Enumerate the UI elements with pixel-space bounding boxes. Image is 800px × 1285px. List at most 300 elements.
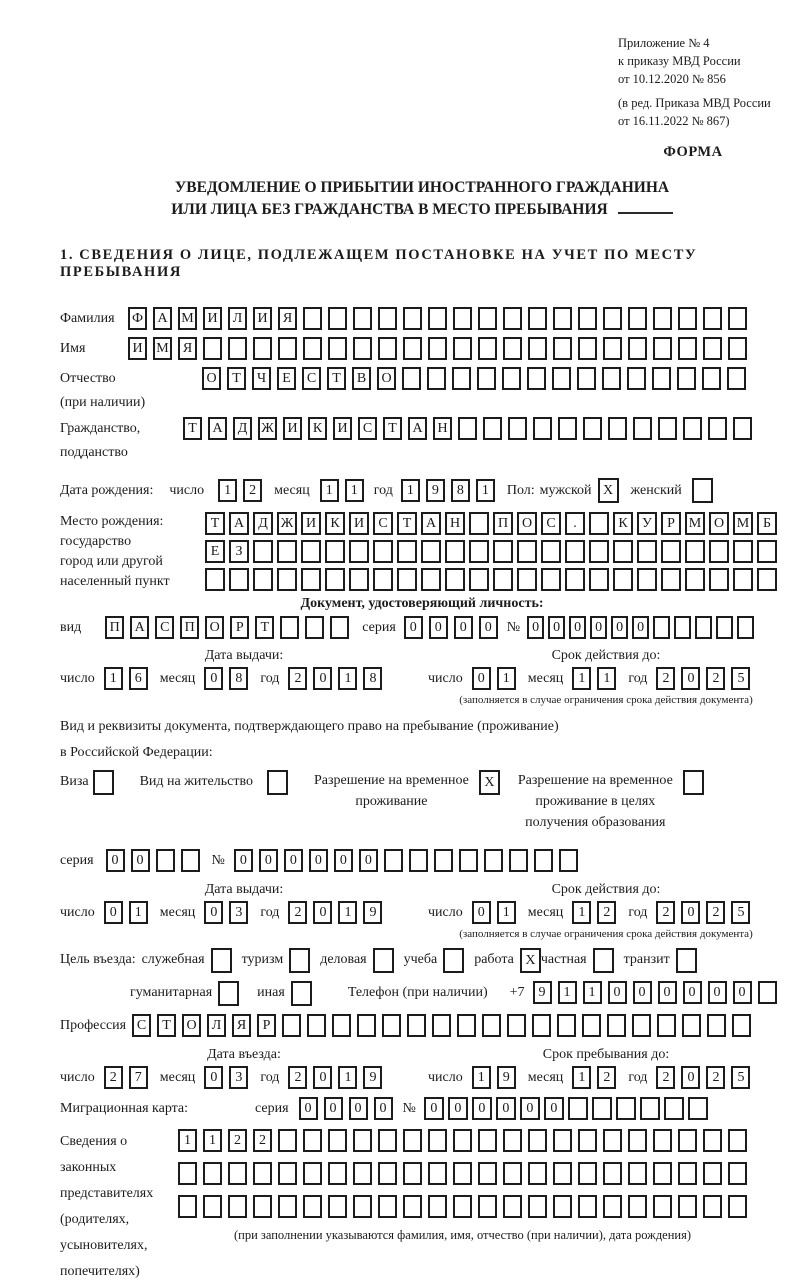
char-cell[interactable]: И [333, 417, 352, 440]
char-cell[interactable] [653, 307, 672, 330]
char-cell[interactable] [682, 1014, 701, 1037]
char-cell[interactable]: 0 [448, 1097, 468, 1120]
char-cell[interactable] [428, 337, 447, 360]
char-cell[interactable] [728, 337, 747, 360]
char-cell[interactable]: 2 [706, 667, 725, 690]
char-cell[interactable] [528, 1129, 547, 1152]
char-cell[interactable]: 0 [681, 1066, 700, 1089]
char-cell[interactable] [203, 1162, 222, 1185]
char-cell[interactable] [613, 568, 633, 591]
char-cell[interactable] [709, 540, 729, 563]
visa-checkbox[interactable] [93, 770, 114, 795]
char-cell[interactable] [434, 849, 453, 872]
char-cell[interactable]: 0 [733, 981, 752, 1004]
char-cell[interactable] [403, 1129, 422, 1152]
char-cell[interactable] [469, 568, 489, 591]
char-cell[interactable] [716, 616, 733, 639]
char-cell[interactable] [477, 367, 496, 390]
char-cell[interactable]: Т [227, 367, 246, 390]
char-cell[interactable] [728, 1195, 747, 1218]
char-cell[interactable]: Л [207, 1014, 226, 1037]
char-cell[interactable]: 0 [313, 667, 332, 690]
migration-number-cells[interactable] [424, 1097, 708, 1120]
char-cell[interactable]: 0 [520, 1097, 540, 1120]
char-cell[interactable]: И [301, 512, 321, 535]
char-cell[interactable]: 1 [497, 667, 516, 690]
char-cell[interactable] [637, 540, 657, 563]
char-cell[interactable] [349, 540, 369, 563]
char-cell[interactable]: О [517, 512, 537, 535]
char-cell[interactable]: С [358, 417, 377, 440]
char-cell[interactable]: 0 [359, 849, 378, 872]
doc-valid-day-cells[interactable] [472, 667, 516, 690]
char-cell[interactable] [378, 1129, 397, 1152]
female-checkbox[interactable] [692, 478, 713, 503]
char-cell[interactable]: 0 [544, 1097, 564, 1120]
char-cell[interactable] [628, 1162, 647, 1185]
surname-cells[interactable] [128, 307, 747, 330]
char-cell[interactable]: 0 [204, 1066, 223, 1089]
char-cell[interactable]: К [613, 512, 633, 535]
doc-series-cells[interactable] [404, 616, 498, 639]
char-cell[interactable]: 2 [706, 901, 725, 924]
char-cell[interactable]: 0 [479, 616, 498, 639]
char-cell[interactable] [469, 540, 489, 563]
char-cell[interactable]: Д [233, 417, 252, 440]
char-cell[interactable]: П [180, 616, 199, 639]
doc-type-cells[interactable] [105, 616, 349, 639]
char-cell[interactable] [728, 1162, 747, 1185]
char-cell[interactable]: 0 [708, 981, 727, 1004]
doc-valid-year-cells[interactable] [656, 667, 750, 690]
char-cell[interactable] [478, 1195, 497, 1218]
char-cell[interactable]: Т [255, 616, 274, 639]
char-cell[interactable]: Н [433, 417, 452, 440]
char-cell[interactable]: 2 [288, 1066, 307, 1089]
char-cell[interactable]: Е [205, 540, 225, 563]
char-cell[interactable] [353, 1162, 372, 1185]
char-cell[interactable] [325, 540, 345, 563]
doc-issue-year-cells[interactable] [288, 667, 382, 690]
char-cell[interactable] [674, 616, 691, 639]
char-cell[interactable]: 0 [424, 1097, 444, 1120]
char-cell[interactable]: 9 [363, 901, 382, 924]
legal-reps-cells-row-1[interactable] [178, 1129, 747, 1152]
res-valid-month-cells[interactable] [572, 901, 616, 924]
char-cell[interactable] [373, 568, 393, 591]
char-cell[interactable] [653, 1162, 672, 1185]
char-cell[interactable] [178, 1195, 197, 1218]
char-cell[interactable] [229, 568, 249, 591]
char-cell[interactable] [403, 307, 422, 330]
char-cell[interactable] [328, 1129, 347, 1152]
char-cell[interactable] [403, 337, 422, 360]
char-cell[interactable]: 2 [253, 1129, 272, 1152]
char-cell[interactable] [733, 417, 752, 440]
char-cell[interactable]: 0 [204, 667, 223, 690]
purpose-transit-checkbox[interactable] [676, 948, 697, 973]
char-cell[interactable]: И [253, 307, 272, 330]
char-cell[interactable] [353, 337, 372, 360]
char-cell[interactable] [559, 849, 578, 872]
char-cell[interactable]: 0 [349, 1097, 368, 1120]
char-cell[interactable] [253, 1195, 272, 1218]
char-cell[interactable] [678, 307, 697, 330]
char-cell[interactable] [637, 568, 657, 591]
char-cell[interactable] [553, 337, 572, 360]
res-issue-year-cells[interactable] [288, 901, 382, 924]
char-cell[interactable] [603, 337, 622, 360]
char-cell[interactable] [228, 337, 247, 360]
char-cell[interactable]: 0 [374, 1097, 393, 1120]
char-cell[interactable]: 0 [106, 849, 125, 872]
char-cell[interactable] [384, 849, 403, 872]
char-cell[interactable]: У [637, 512, 657, 535]
char-cell[interactable] [628, 337, 647, 360]
char-cell[interactable] [577, 367, 596, 390]
char-cell[interactable] [608, 417, 627, 440]
char-cell[interactable]: 1 [218, 479, 237, 502]
char-cell[interactable] [482, 1014, 501, 1037]
char-cell[interactable] [678, 1195, 697, 1218]
char-cell[interactable] [603, 307, 622, 330]
char-cell[interactable] [453, 337, 472, 360]
char-cell[interactable] [421, 568, 441, 591]
doc-number-cells[interactable] [527, 616, 754, 639]
char-cell[interactable] [603, 1162, 622, 1185]
char-cell[interactable]: 0 [472, 901, 491, 924]
char-cell[interactable] [503, 1129, 522, 1152]
char-cell[interactable]: 0 [454, 616, 473, 639]
char-cell[interactable] [678, 1129, 697, 1152]
char-cell[interactable] [553, 1195, 572, 1218]
char-cell[interactable] [328, 337, 347, 360]
char-cell[interactable] [703, 337, 722, 360]
char-cell[interactable] [678, 337, 697, 360]
char-cell[interactable]: О [377, 367, 396, 390]
char-cell[interactable]: 0 [259, 849, 278, 872]
char-cell[interactable]: Р [661, 512, 681, 535]
char-cell[interactable] [278, 1195, 297, 1218]
char-cell[interactable]: 1 [583, 981, 602, 1004]
entry-year-cells[interactable] [288, 1066, 382, 1089]
char-cell[interactable] [708, 417, 727, 440]
char-cell[interactable] [541, 568, 561, 591]
char-cell[interactable]: 0 [681, 901, 700, 924]
char-cell[interactable] [633, 417, 652, 440]
char-cell[interactable]: Ф [128, 307, 147, 330]
char-cell[interactable]: 1 [338, 1066, 357, 1089]
char-cell[interactable] [553, 1162, 572, 1185]
char-cell[interactable]: 2 [597, 1066, 616, 1089]
char-cell[interactable]: 0 [608, 981, 627, 1004]
char-cell[interactable]: А [153, 307, 172, 330]
char-cell[interactable]: А [408, 417, 427, 440]
char-cell[interactable] [453, 1129, 472, 1152]
char-cell[interactable] [578, 1129, 597, 1152]
char-cell[interactable]: 9 [497, 1066, 516, 1089]
char-cell[interactable] [328, 1162, 347, 1185]
char-cell[interactable] [661, 540, 681, 563]
char-cell[interactable] [703, 1129, 722, 1152]
char-cell[interactable] [528, 337, 547, 360]
char-cell[interactable] [733, 568, 753, 591]
char-cell[interactable] [303, 307, 322, 330]
char-cell[interactable] [303, 1162, 322, 1185]
char-cell[interactable] [277, 568, 297, 591]
char-cell[interactable] [403, 1162, 422, 1185]
char-cell[interactable]: 0 [658, 981, 677, 1004]
char-cell[interactable]: 8 [451, 479, 470, 502]
char-cell[interactable]: Л [228, 307, 247, 330]
char-cell[interactable]: Т [183, 417, 202, 440]
char-cell[interactable]: 9 [426, 479, 445, 502]
char-cell[interactable] [568, 1097, 588, 1120]
char-cell[interactable] [328, 307, 347, 330]
char-cell[interactable]: А [229, 512, 249, 535]
char-cell[interactable] [503, 1162, 522, 1185]
char-cell[interactable] [737, 616, 754, 639]
char-cell[interactable]: 0 [569, 616, 586, 639]
char-cell[interactable] [378, 1162, 397, 1185]
char-cell[interactable]: О [205, 616, 224, 639]
char-cell[interactable]: Д [253, 512, 273, 535]
char-cell[interactable]: 1 [572, 667, 591, 690]
char-cell[interactable]: 8 [363, 667, 382, 690]
char-cell[interactable] [403, 1195, 422, 1218]
birthplace-cells-row-2[interactable] [205, 540, 777, 563]
char-cell[interactable]: Ж [277, 512, 297, 535]
char-cell[interactable]: С [132, 1014, 151, 1037]
res-issue-month-cells[interactable] [204, 901, 248, 924]
char-cell[interactable] [228, 1195, 247, 1218]
char-cell[interactable] [303, 337, 322, 360]
char-cell[interactable]: И [203, 307, 222, 330]
char-cell[interactable] [493, 540, 513, 563]
birthdate-day-cells[interactable] [218, 479, 262, 502]
char-cell[interactable]: 0 [472, 667, 491, 690]
char-cell[interactable]: 0 [324, 1097, 343, 1120]
char-cell[interactable]: 3 [229, 1066, 248, 1089]
char-cell[interactable]: 2 [597, 901, 616, 924]
char-cell[interactable] [353, 1129, 372, 1152]
char-cell[interactable]: П [493, 512, 513, 535]
phone-cells[interactable] [533, 981, 777, 1004]
char-cell[interactable] [330, 616, 349, 639]
char-cell[interactable]: 2 [706, 1066, 725, 1089]
char-cell[interactable] [653, 1129, 672, 1152]
char-cell[interactable] [253, 568, 273, 591]
char-cell[interactable] [428, 1129, 447, 1152]
char-cell[interactable] [532, 1014, 551, 1037]
char-cell[interactable]: Ч [252, 367, 271, 390]
char-cell[interactable] [653, 337, 672, 360]
birthplace-cells-row-3[interactable] [205, 568, 777, 591]
char-cell[interactable] [305, 616, 324, 639]
char-cell[interactable] [502, 367, 521, 390]
char-cell[interactable] [332, 1014, 351, 1037]
char-cell[interactable] [378, 1195, 397, 1218]
char-cell[interactable] [678, 1162, 697, 1185]
char-cell[interactable]: А [130, 616, 149, 639]
char-cell[interactable]: 0 [309, 849, 328, 872]
char-cell[interactable]: 0 [313, 1066, 332, 1089]
char-cell[interactable] [301, 540, 321, 563]
char-cell[interactable] [458, 417, 477, 440]
char-cell[interactable]: С [155, 616, 174, 639]
char-cell[interactable] [632, 1014, 651, 1037]
char-cell[interactable] [303, 1129, 322, 1152]
birthplace-cells-row-1[interactable] [205, 512, 777, 535]
doc-issue-month-cells[interactable] [204, 667, 248, 690]
char-cell[interactable] [478, 1162, 497, 1185]
legal-reps-cells-row-2[interactable] [178, 1162, 747, 1185]
char-cell[interactable]: 2 [656, 667, 675, 690]
char-cell[interactable]: 1 [558, 981, 577, 1004]
char-cell[interactable] [278, 1129, 297, 1152]
char-cell[interactable] [205, 568, 225, 591]
char-cell[interactable] [657, 1014, 676, 1037]
char-cell[interactable] [402, 367, 421, 390]
char-cell[interactable]: 2 [104, 1066, 123, 1089]
name-cells[interactable] [128, 337, 747, 360]
char-cell[interactable] [517, 540, 537, 563]
char-cell[interactable]: 2 [656, 901, 675, 924]
char-cell[interactable]: 2 [243, 479, 262, 502]
char-cell[interactable] [541, 540, 561, 563]
char-cell[interactable]: В [352, 367, 371, 390]
char-cell[interactable]: 0 [683, 981, 702, 1004]
purpose-business-checkbox[interactable] [373, 948, 394, 973]
char-cell[interactable] [378, 307, 397, 330]
entry-day-cells[interactable] [104, 1066, 148, 1089]
char-cell[interactable]: 1 [345, 479, 364, 502]
char-cell[interactable] [478, 337, 497, 360]
char-cell[interactable] [578, 337, 597, 360]
char-cell[interactable] [503, 1195, 522, 1218]
char-cell[interactable]: И [349, 512, 369, 535]
char-cell[interactable]: 1 [338, 901, 357, 924]
char-cell[interactable]: 0 [632, 616, 649, 639]
char-cell[interactable] [382, 1014, 401, 1037]
char-cell[interactable] [553, 307, 572, 330]
char-cell[interactable]: О [709, 512, 729, 535]
char-cell[interactable]: 1 [572, 901, 591, 924]
char-cell[interactable] [181, 849, 200, 872]
char-cell[interactable]: 0 [131, 849, 150, 872]
char-cell[interactable]: Т [157, 1014, 176, 1037]
char-cell[interactable]: 1 [401, 479, 420, 502]
char-cell[interactable] [203, 337, 222, 360]
char-cell[interactable] [589, 512, 609, 535]
char-cell[interactable]: 5 [731, 667, 750, 690]
char-cell[interactable]: 0 [404, 616, 423, 639]
char-cell[interactable] [664, 1097, 684, 1120]
purpose-work-checkbox[interactable]: X [520, 948, 541, 973]
stay-month-cells[interactable] [572, 1066, 616, 1089]
char-cell[interactable] [349, 568, 369, 591]
char-cell[interactable] [307, 1014, 326, 1037]
char-cell[interactable]: Я [278, 307, 297, 330]
birthdate-year-cells[interactable] [401, 479, 495, 502]
char-cell[interactable]: 0 [496, 1097, 516, 1120]
char-cell[interactable]: 2 [288, 901, 307, 924]
char-cell[interactable]: И [128, 337, 147, 360]
char-cell[interactable]: 1 [320, 479, 339, 502]
char-cell[interactable] [733, 540, 753, 563]
birthdate-month-cells[interactable] [320, 479, 364, 502]
char-cell[interactable]: 2 [288, 667, 307, 690]
char-cell[interactable]: 2 [656, 1066, 675, 1089]
char-cell[interactable]: 0 [633, 981, 652, 1004]
legal-reps-cells-row-3[interactable] [178, 1195, 747, 1218]
res-issue-day-cells[interactable] [104, 901, 148, 924]
char-cell[interactable]: 0 [104, 901, 123, 924]
char-cell[interactable]: 0 [429, 616, 448, 639]
male-checkbox[interactable]: X [598, 478, 619, 503]
char-cell[interactable] [507, 1014, 526, 1037]
char-cell[interactable]: Ж [258, 417, 277, 440]
char-cell[interactable] [156, 849, 175, 872]
char-cell[interactable] [582, 1014, 601, 1037]
purpose-tourism-checkbox[interactable] [289, 948, 310, 973]
char-cell[interactable] [578, 307, 597, 330]
char-cell[interactable]: Т [383, 417, 402, 440]
char-cell[interactable] [685, 540, 705, 563]
res-valid-year-cells[interactable] [656, 901, 750, 924]
char-cell[interactable] [328, 1195, 347, 1218]
char-cell[interactable] [727, 367, 746, 390]
char-cell[interactable]: Я [178, 337, 197, 360]
char-cell[interactable]: П [105, 616, 124, 639]
char-cell[interactable] [325, 568, 345, 591]
char-cell[interactable] [558, 417, 577, 440]
char-cell[interactable] [353, 307, 372, 330]
char-cell[interactable] [357, 1014, 376, 1037]
char-cell[interactable] [565, 540, 585, 563]
char-cell[interactable]: . [565, 512, 585, 535]
char-cell[interactable] [517, 568, 537, 591]
char-cell[interactable] [685, 568, 705, 591]
char-cell[interactable]: 0 [284, 849, 303, 872]
char-cell[interactable]: 6 [129, 667, 148, 690]
char-cell[interactable] [459, 849, 478, 872]
patronymic-cells[interactable] [202, 367, 746, 390]
stay-year-cells[interactable] [656, 1066, 750, 1089]
char-cell[interactable]: 0 [234, 849, 253, 872]
char-cell[interactable] [728, 307, 747, 330]
char-cell[interactable] [703, 1195, 722, 1218]
char-cell[interactable] [628, 1195, 647, 1218]
char-cell[interactable]: 0 [590, 616, 607, 639]
char-cell[interactable] [695, 616, 712, 639]
char-cell[interactable] [603, 1129, 622, 1152]
char-cell[interactable]: 1 [129, 901, 148, 924]
char-cell[interactable] [628, 307, 647, 330]
char-cell[interactable] [378, 337, 397, 360]
char-cell[interactable] [428, 1195, 447, 1218]
char-cell[interactable]: 7 [129, 1066, 148, 1089]
char-cell[interactable]: Е [277, 367, 296, 390]
char-cell[interactable] [428, 1162, 447, 1185]
char-cell[interactable]: Н [445, 512, 465, 535]
char-cell[interactable] [758, 981, 777, 1004]
char-cell[interactable] [278, 1162, 297, 1185]
residence-permit-checkbox[interactable] [267, 770, 288, 795]
char-cell[interactable] [616, 1097, 636, 1120]
profession-cells[interactable] [132, 1014, 751, 1037]
purpose-other-checkbox[interactable] [291, 981, 312, 1006]
